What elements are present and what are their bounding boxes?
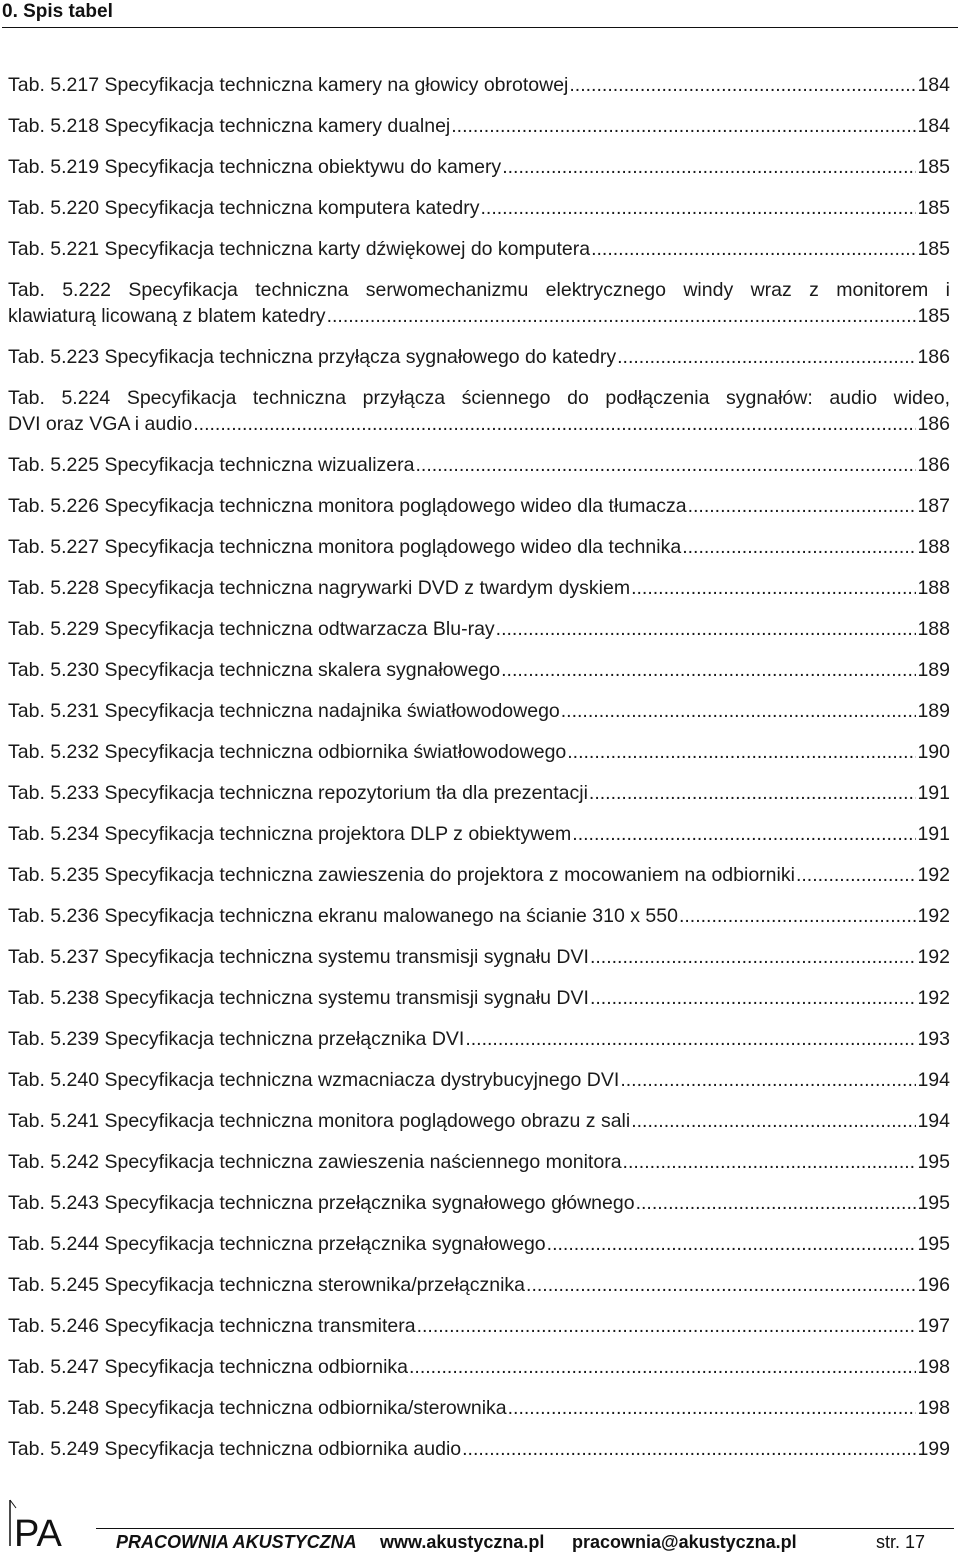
toc-entry-page: 186 [917,346,950,368]
toc-entry-title: Tab. 5.218 Specyfikacja techniczna kamery dualnej [8,115,451,137]
toc-entry[interactable] [8,1190,950,1216]
dot-leader [590,944,917,970]
toc-entry-page: 196 [917,1274,950,1296]
dot-leader [409,1354,916,1380]
toc-entry-page: 192 [917,946,950,968]
toc-entry-page: 194 [917,1069,950,1091]
toc-entry-title: Tab. 5.217 Specyfikacja techniczna kamery na głowicy obrotowej [8,74,569,96]
toc-entry-title: Tab. 5.246 Specyfikacja techniczna transmitera [8,1315,416,1337]
dot-leader [547,1231,917,1257]
toc-entry-title: Tab. 5.226 Specyfikacja techniczna monitora poglądowego wideo dla tłumacza [8,495,687,517]
pa-logo [6,1496,72,1552]
toc-entry[interactable] [8,739,950,765]
page-footer [0,1496,960,1555]
toc-entry[interactable] [8,1272,950,1298]
dot-leader [502,154,916,180]
toc-entry[interactable] [8,1149,950,1175]
toc-entry-page: 186 [917,454,950,476]
toc-entry-title: Tab. 5.228 Specyfikacja techniczna nagrywarki DVD z twardym dyskiem [8,577,631,599]
toc-entry-page: 188 [917,618,950,640]
dot-leader [631,575,916,601]
toc-entry-title: Tab. 5.234 Specyfikacja techniczna projektora DLP z obiektywem [8,823,572,845]
footer-firm: PRACOWNIA AKUSTYCZNA [116,1532,357,1552]
toc-entry-title: Tab. 5.241 Specyfikacja techniczna monitora poglądowego obrazu z sali [8,1110,631,1132]
toc-entry-page: 198 [917,1356,950,1378]
toc-entry[interactable] [8,862,950,888]
toc-entry[interactable] [8,493,950,519]
toc-entry-page: 189 [917,659,950,681]
toc-entry-title: Tab. 5.225 Specyfikacja techniczna wizualizera [8,454,415,476]
toc-entry-title: Tab. 5.229 Specyfikacja techniczna odtwarzacza Blu-ray [8,618,495,640]
toc-entry-page: 190 [917,741,950,763]
toc-entry[interactable] [8,452,950,478]
dot-leader [631,1108,916,1134]
toc-entry-page: 193 [917,1028,950,1050]
toc-entry[interactable] [8,385,950,437]
toc-entry[interactable] [8,616,950,642]
footer-rule [96,1528,954,1529]
dot-leader [508,1395,917,1421]
footer-website[interactable]: www.akustyczna.pl [380,1532,545,1552]
dot-leader [572,821,916,847]
toc-entry-title: Tab. 5.223 Specyfikacja techniczna przyłącza sygnałowego do katedry [8,346,617,368]
footer-email[interactable]: pracownia@akustyczna.pl [572,1532,797,1552]
toc-entry-title: Tab. 5.220 Specyfikacja techniczna komputera katedry [8,197,480,219]
dot-leader [417,1313,917,1339]
toc-entry[interactable] [8,944,950,970]
toc-entry-title: Tab. 5.248 Specyfikacja techniczna odbiornika/sterownika [8,1397,507,1419]
toc-entry[interactable] [8,534,950,560]
dot-leader [561,698,917,724]
toc-entry-title: Tab. 5.231 Specyfikacja techniczna nadajnika światłowodowego [8,700,560,722]
toc-entry-title: DVI oraz VGA i audio [8,413,193,435]
toc-entry-page: 192 [917,987,950,1009]
toc-entry-title: Tab. 5.245 Specyfikacja techniczna sterownika/przełącznika [8,1274,526,1296]
toc-entry-title: Tab. 5.235 Specyfikacja techniczna zawieszenia do projektora z mocowaniem na odbiorniki [8,864,795,886]
toc-entry-page: 189 [917,700,950,722]
toc-entry-page: 186 [917,413,950,435]
dot-leader [567,739,916,765]
toc-entry-title: Tab. 5.244 Specyfikacja techniczna przełącznika sygnałowego [8,1233,546,1255]
toc-entry[interactable] [8,1026,950,1052]
toc-entry-title: Tab. 5.236 Specyfikacja techniczna ekranu malowanego na ścianie 310 x 550 [8,905,678,927]
toc-entry-page: 184 [917,74,950,96]
page-header [0,0,960,26]
toc-entry-page: 195 [917,1151,950,1173]
toc-entry-title: Tab. 5.219 Specyfikacja techniczna obiektywu do kamery [8,156,502,178]
toc-entry[interactable] [8,1067,950,1093]
toc-entry-title: Tab. 5.239 Specyfikacja techniczna przełącznika DVI [8,1028,465,1050]
toc-entry-title: Tab. 5.233 Specyfikacja techniczna repozytorium tła dla prezentacji [8,782,588,804]
dot-leader [688,493,917,519]
toc-entry-page: 191 [917,782,950,804]
toc-entry-page: 185 [917,156,950,178]
toc-entry[interactable] [8,657,950,683]
toc-entry-page: 185 [917,305,950,327]
toc-entry[interactable] [8,72,950,98]
toc-entry-page: 195 [917,1233,950,1255]
toc-entry-page: 194 [917,1110,950,1132]
logo-text: PA [14,1513,62,1552]
dot-leader [193,411,916,437]
header-rule [2,27,958,28]
dot-leader [526,1272,916,1298]
toc-entry[interactable] [8,821,950,847]
footer-page-number: str. 17 [876,1532,926,1552]
toc-entry[interactable] [8,780,950,806]
toc-entry[interactable] [8,277,950,329]
toc-entry-title: Tab. 5.232 Specyfikacja techniczna odbiornika światłowodowego [8,741,567,763]
toc-entry-first-line: Tab. 5.222 Specyfikacja techniczna serwomechanizmu elektrycznego windy wraz z monitorem i [8,279,950,301]
toc-entry-first-line: Tab. 5.224 Specyfikacja techniczna przyłącza ściennego do podłączenia sygnałów: audio wideo, [8,387,950,409]
toc-entry-page: 188 [917,577,950,599]
toc-entry-page: 188 [917,536,950,558]
toc-entry-page: 192 [917,905,950,927]
toc-entry-title: Tab. 5.247 Specyfikacja techniczna odbiornika [8,1356,408,1378]
dot-leader [682,534,916,560]
toc-entry[interactable] [8,195,950,221]
toc-entry-title: Tab. 5.242 Specyfikacja techniczna zawieszenia naściennego monitora [8,1151,622,1173]
page-title: 0. Spis tabel [2,1,113,22]
toc-entry[interactable] [8,113,950,139]
dot-leader [465,1026,916,1052]
toc-entry[interactable] [8,1354,950,1380]
dot-leader [589,780,917,806]
toc-entry-page: 184 [917,115,950,137]
toc-entry-title: klawiaturą licowaną z blatem katedry [8,305,326,327]
dot-leader [501,657,916,683]
toc-entry-title: Tab. 5.237 Specyfikacja techniczna systemu transmisji sygnału DVI [8,946,589,968]
dot-leader [462,1436,916,1462]
dot-leader [623,1149,917,1175]
toc-entry-page: 187 [917,495,950,517]
dot-leader [620,1067,916,1093]
toc-entry[interactable] [8,1395,950,1421]
toc-entry[interactable] [8,903,950,929]
dot-leader [481,195,917,221]
toc-entry-page: 185 [917,197,950,219]
dot-leader [636,1190,917,1216]
toc-entry-page: 191 [917,823,950,845]
dot-leader [415,452,916,478]
toc-entry-title: Tab. 5.221 Specyfikacja techniczna karty dźwiękowej do komputera [8,238,591,260]
dot-leader [569,72,916,98]
toc-entry-title: Tab. 5.240 Specyfikacja techniczna wzmacniacza dystrybucyjnego DVI [8,1069,620,1091]
toc-entry-title: Tab. 5.238 Specyfikacja techniczna systemu transmisji sygnału DVI [8,987,589,1009]
dot-leader [451,113,916,139]
dot-leader [590,985,917,1011]
toc-entry[interactable] [8,1231,950,1257]
toc-entry[interactable] [8,1313,950,1339]
toc-entry-title: Tab. 5.249 Specyfikacja techniczna odbiornika audio [8,1438,462,1460]
dot-leader [796,862,917,888]
toc-entry[interactable] [8,985,950,1011]
toc-entry[interactable] [8,154,950,180]
dot-leader [327,303,917,329]
toc-entry-page: 198 [917,1397,950,1419]
dot-leader [617,344,916,370]
toc-entry-page: 197 [917,1315,950,1337]
table-of-contents [8,72,950,1477]
toc-entry[interactable] [8,344,950,370]
toc-entry[interactable] [8,236,950,262]
toc-entry-page: 192 [917,864,950,886]
toc-entry-page: 185 [917,238,950,260]
toc-entry[interactable] [8,575,950,601]
toc-entry-title: Tab. 5.230 Specyfikacja techniczna skalera sygnałowego [8,659,501,681]
toc-entry-title: Tab. 5.243 Specyfikacja techniczna przełącznika sygnałowego głównego [8,1192,635,1214]
toc-entry-page: 199 [917,1438,950,1460]
dot-leader [496,616,917,642]
toc-entry[interactable] [8,698,950,724]
toc-entry-page: 195 [917,1192,950,1214]
toc-entry-title: Tab. 5.227 Specyfikacja techniczna monitora poglądowego wideo dla technika [8,536,682,558]
dot-leader [679,903,917,929]
toc-entry[interactable] [8,1436,950,1462]
toc-entry[interactable] [8,1108,950,1134]
dot-leader [591,236,916,262]
